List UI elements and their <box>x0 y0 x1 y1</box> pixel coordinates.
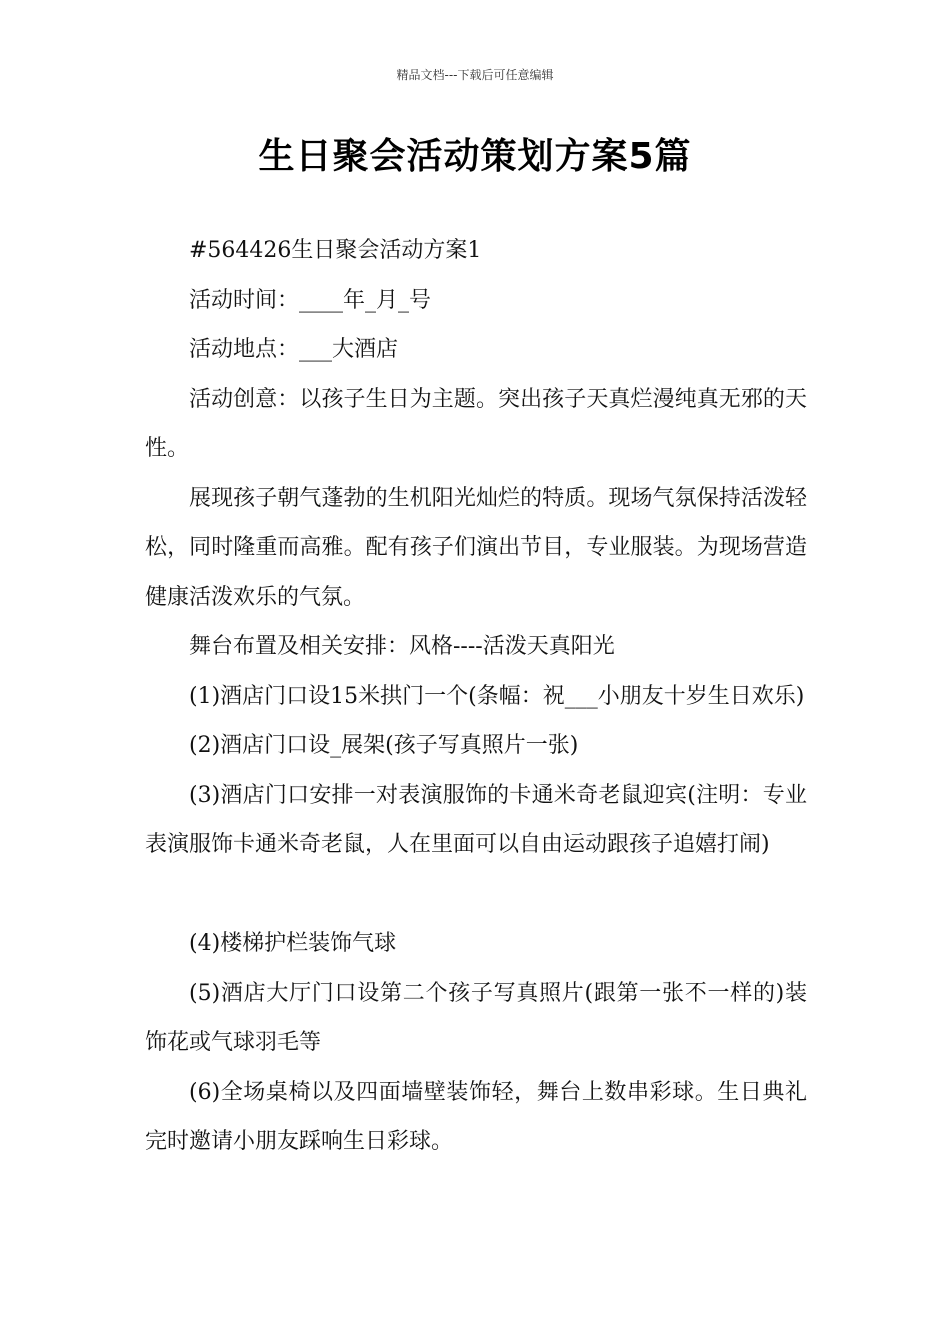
activity-idea: 活动创意：以孩子生日为主题。突出孩子天真烂漫纯真无邪的天性。 <box>145 386 807 461</box>
header-note: 精品文档---下载后可任意编辑 <box>396 68 554 82</box>
list-item: (4)楼梯护栏装饰气球 <box>189 931 397 956</box>
list-item: (3)酒店门口安排一对表演服饰的卡通米奇老鼠迎宾(注明：专业表演服饰卡通米奇老鼠，人在里面可以自由运动跟孩子追嬉打闹) <box>145 782 807 857</box>
list-item: (5)酒店大厅门口设第二个孩子写真照片(跟第一张不一样的)装饰花或气球羽毛等 <box>145 980 807 1055</box>
stage-arrangement-heading: 舞台布置及相关安排：风格----活泼天真阳光 <box>189 634 615 659</box>
list-item: (6)全场桌椅以及四面墙壁装饰轻，舞台上数串彩球。生日典礼完时邀请小朋友踩响生日彩球。 <box>145 1079 807 1154</box>
document-title: 生日聚会活动策划方案5篇 <box>258 136 692 177</box>
activity-location: 活动地点：___大酒店 <box>189 337 399 362</box>
activity-time: 活动时间：____年_月_号 <box>189 287 432 313</box>
list-item: (1)酒店门口设15米拱门一个(条幅：祝___小朋友十岁生日欢乐) <box>189 683 805 709</box>
document-body <box>145 226 807 1167</box>
body-paragraph: 展现孩子朝气蓬勃的生机阳光灿烂的特质。现场气氛保持活泼轻松，同时隆重而高雅。配有孩子们演出节目，专业服装。为现场营造健康活泼欢乐的气氛。 <box>145 485 807 610</box>
list-item: (2)酒店门口设_展架(孩子写真照片一张) <box>189 733 579 758</box>
section-heading: #564426生日聚会活动方案1 <box>189 238 482 263</box>
blank-line <box>145 870 807 920</box>
